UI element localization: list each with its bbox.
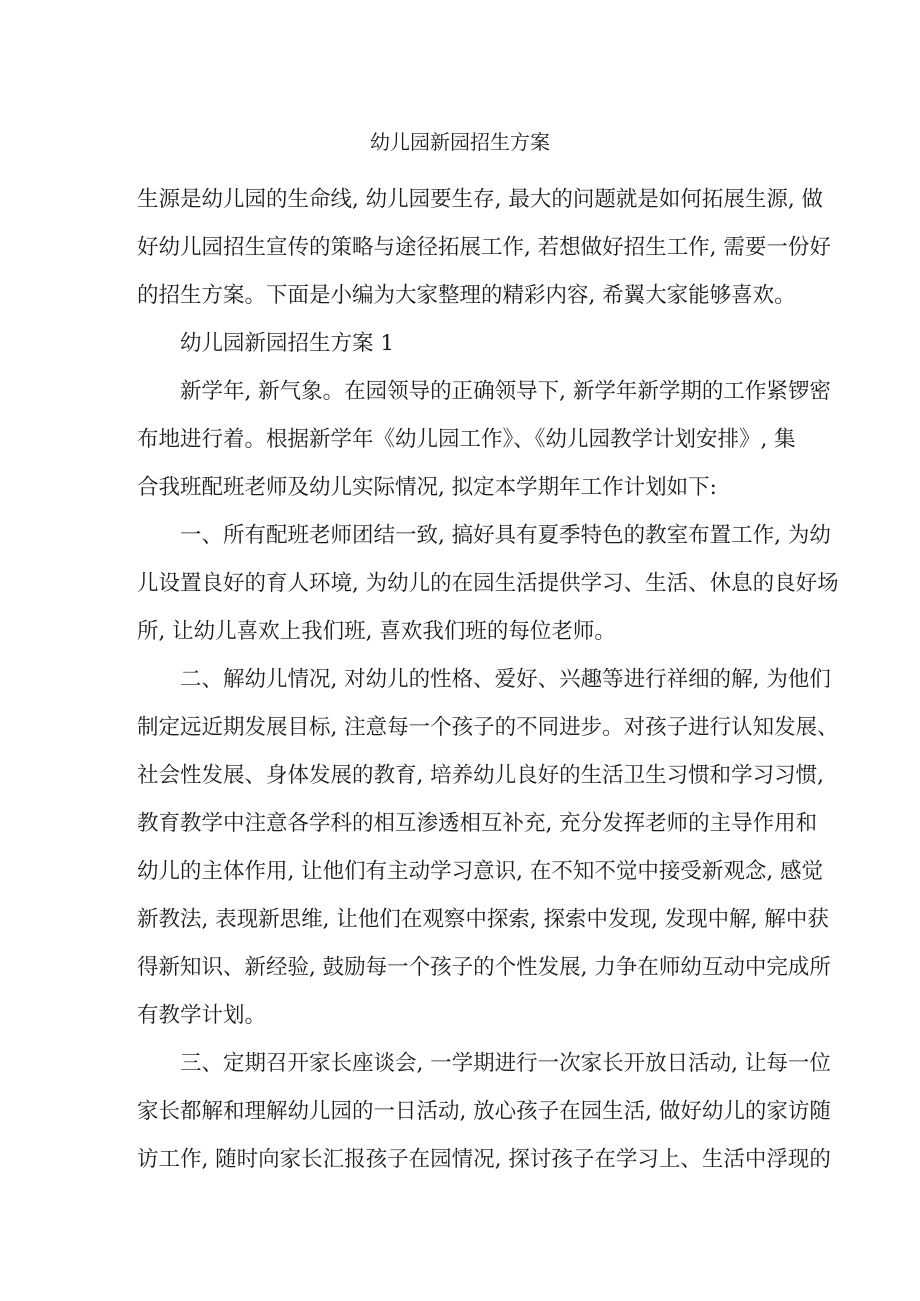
text-line: 三、定期召开家长座谈会, 一学期进行一次家长开放日活动, 让每一位 [180,1051,831,1076]
document-body [137,186,839,1194]
text-line: 幼儿的主体作用, 让他们有主动学习意识, 在不知不觉中接受新观念, 感觉 [137,859,824,884]
text-line: 有教学计划。 [137,1003,267,1028]
text-line: 的招生方案。下面是小编为大家整理的精彩内容, 希翼大家能够喜欢。 [137,283,796,308]
text-line: 一、所有配班老师团结一致, 搞好具有夏季特色的教室布置工作, 为幼 [180,523,831,548]
text-line: 所, 让幼儿喜欢上我们班, 喜欢我们班的每位老师。 [137,619,616,644]
section-heading [137,330,787,378]
text-line: 家长都解和理解幼儿园的一日活动, 放心孩子在园生活, 做好幼儿的家访随 [137,1099,831,1124]
text-line: 合我班配班老师及幼儿实际情况, 拟定本学期年工作计划如下: [137,475,717,500]
text-line: 儿设置良好的育人环境, 为幼儿的在园生活提供学习、生活、休息的良好场 [137,571,839,596]
text-line: 教育教学中注意各学科的相互渗透相互补充, 充分发挥老师的主导作用和 [137,811,818,836]
text-line: 新学年, 新气象。在园领导的正确领导下, 新学年新学期的工作紧锣密 [180,379,831,404]
text-line: 生源是幼儿园的生命线, 幼儿园要生存, 最大的问题就是如何拓展生源, 做 [137,187,824,212]
paragraph [137,522,839,666]
text-line: 访工作, 随时向家长汇报孩子在园情况, 探讨孩子在学习上、生活中浮现的 [137,1147,831,1172]
document-title: 幼儿园新园招生方案 [370,130,550,154]
text-line: 新教法, 表现新思维, 让他们在观察中探索, 探索中发现, 发现中解, 解中获 [137,907,829,932]
paragraph [137,378,831,522]
paragraph-intro [137,186,831,330]
paragraph [137,1050,831,1194]
text-line: 好幼儿园招生宣传的策略与途径拓展工作, 若想做好招生工作, 需要一份好 [137,235,831,260]
text-line: 二、解幼儿情况, 对幼儿的性格、爱好、兴趣等进行祥细的解, 为他们 [180,667,831,692]
section-heading-text: 幼儿园新园招生方案 1 [180,331,395,356]
paragraph [137,666,839,1050]
text-line: 得新知识、新经验, 鼓励每一个孩子的个性发展, 力争在师幼互动中完成所 [137,955,831,980]
text-line: 制定远近期发展目标, 注意每一个孩子的不同进步。对孩子进行认知发展、 [137,715,839,740]
text-line: 布地进行着。根据新学年《幼儿园工作》、《幼儿园教学计划安排》, 集 [137,427,796,452]
text-line: 社会性发展、身体发展的教育, 培养幼儿良好的生活卫生习惯和学习习惯, [137,763,825,788]
